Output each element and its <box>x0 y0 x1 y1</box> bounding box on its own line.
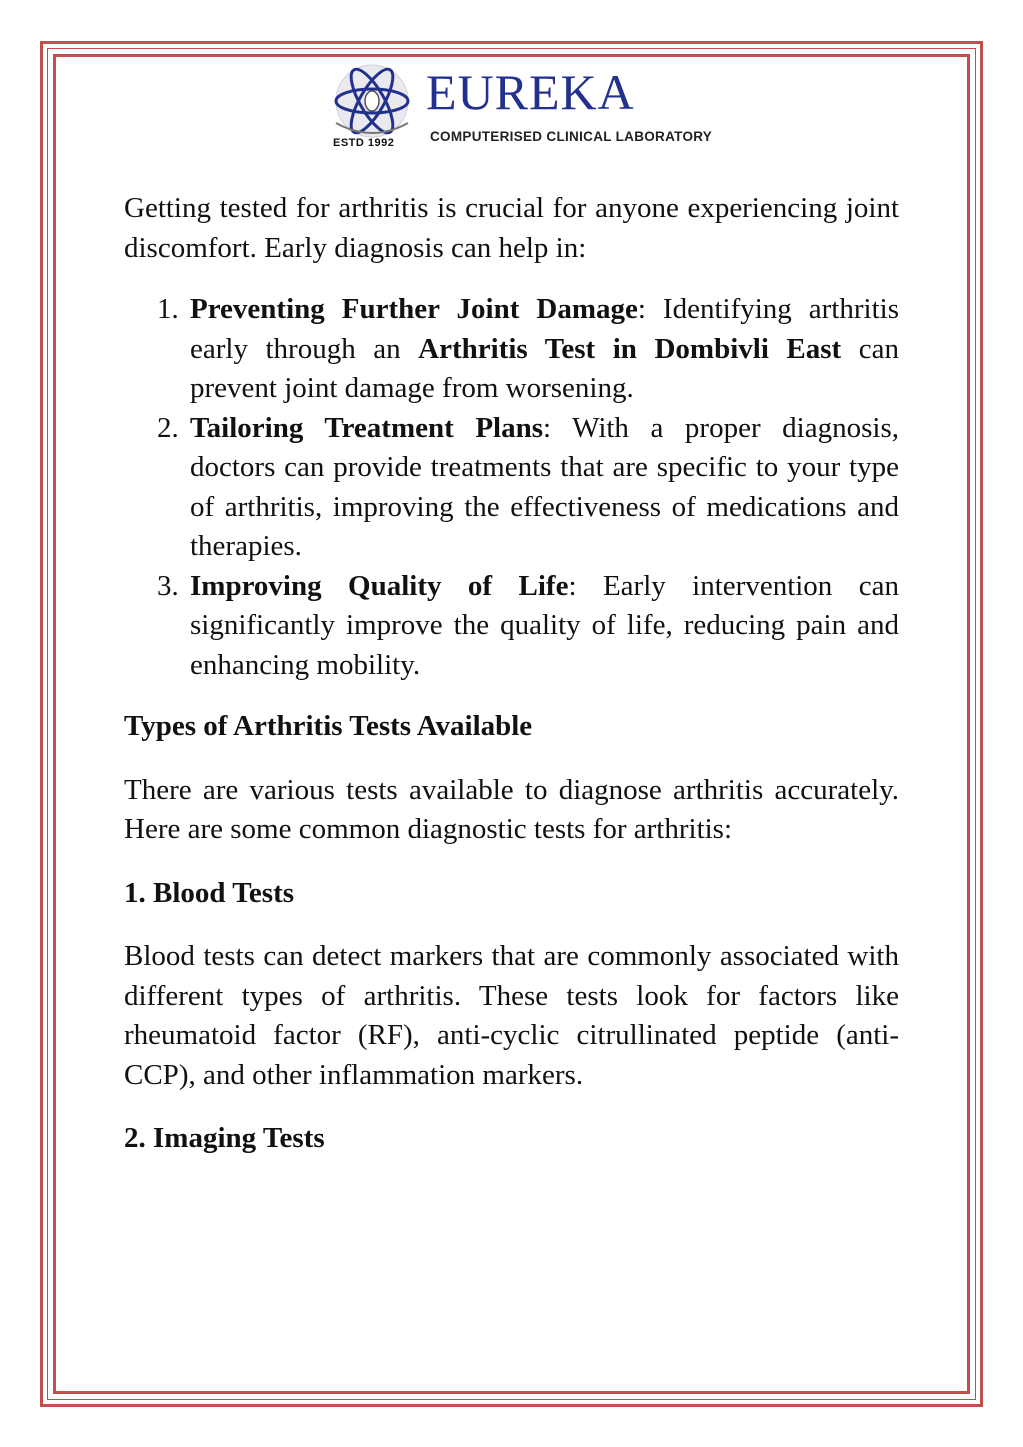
benefit-title: Improving Quality of Life <box>190 569 569 602</box>
benefit-title: Preventing Further Joint Damage <box>190 293 638 325</box>
blood-tests-paragraph: Blood tests can detect markers that are commonly associated with different types of arthritis. These tests look for factors like rheumatoid factor (RF), anti-cyclic citrullinated peptide (anti-CCP), and other inflammation markers. <box>124 940 899 1091</box>
benefits-list <box>124 290 899 685</box>
benefit-text: : With a proper diagnosis, doctors can provide treatments that are specific to your type of arthritis, improving the effectiveness of medications and therapies. <box>190 411 899 562</box>
list-item <box>186 290 899 409</box>
types-intro-paragraph: There are various tests available to diagnose arthritis accurately. Here are some common diagnostic tests for arthritis: <box>124 773 899 845</box>
logo-established: ESTD 1992 <box>333 137 395 149</box>
blood-tests-heading: 1. Blood Tests <box>124 876 295 909</box>
logo-name: EUREKA <box>426 64 635 120</box>
list-item <box>186 409 899 567</box>
benefit-text: can prevent joint damage from worsening. <box>190 332 900 404</box>
eureka-logo <box>322 63 714 159</box>
intro-paragraph: Getting tested for arthritis is crucial for anyone experiencing joint discomfort. Early diagnosis can help in: <box>124 192 899 264</box>
logo-tagline: COMPUTERISED CLINICAL LABORATORY <box>430 129 713 144</box>
list-item <box>186 567 899 686</box>
benefit-text: : Identifying arthritis early through an <box>190 293 899 365</box>
atom-emblem-icon <box>322 63 422 143</box>
benefit-highlight: Arthritis Test in Dombivli East <box>418 332 842 365</box>
benefit-text: : Early intervention can significantly improve the quality of life, reducing pain and enhancing mobility. <box>190 569 899 681</box>
article-body <box>124 189 899 1183</box>
benefit-title: Tailoring Treatment Plans <box>190 411 544 444</box>
types-heading: Types of Arthritis Tests Available <box>124 710 533 742</box>
imaging-tests-heading: 2. Imaging Tests <box>124 1122 325 1154</box>
